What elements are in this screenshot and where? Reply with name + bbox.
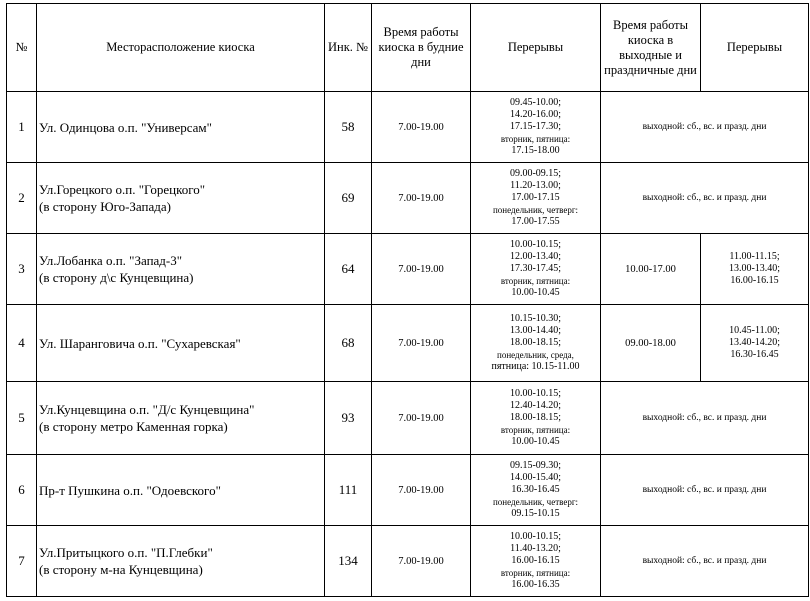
row-num: 3: [7, 234, 37, 305]
row-weekend-note: выходной: сб., вс. и празд. дни: [601, 382, 809, 455]
row-num: 1: [7, 92, 37, 163]
table-row: [7, 455, 809, 526]
header-location: Месторасположение киоска: [37, 4, 325, 92]
header-num: №: [7, 4, 37, 92]
break-extra-line: 10.00-10.45: [511, 436, 560, 447]
row-breaks: [471, 455, 601, 526]
break-line: 14.00-15.40;: [509, 472, 562, 483]
row-location: [37, 305, 325, 382]
row-weekday-hours: 7.00-19.00: [372, 92, 471, 163]
row-inv: 68: [325, 305, 372, 382]
break-extra-line: понедельник, среда,: [497, 350, 574, 360]
header-inv: Инк. №: [325, 4, 372, 92]
row-weekday-hours: 7.00-19.00: [372, 234, 471, 305]
row-weekend-hours: 10.00-17.00: [601, 234, 701, 305]
break-line: 11.40-13.20;: [510, 543, 561, 554]
location-line: Ул. Шаранговича о.п. "Сухаревская": [39, 335, 241, 351]
weekend-break-line: 13.40-14.20;: [728, 337, 781, 348]
row-location: [37, 455, 325, 526]
row-weekend-breaks: [701, 305, 809, 382]
row-weekday-hours: 7.00-19.00: [372, 526, 471, 597]
break-line: 14.20-16.00;: [509, 109, 562, 120]
row-breaks: [471, 234, 601, 305]
table-row: [7, 526, 809, 597]
row-location: [37, 92, 325, 163]
break-extra-line: вторник, пятница:: [500, 425, 571, 435]
row-weekend-breaks: [701, 234, 809, 305]
row-location: [37, 526, 325, 597]
row-inv: 58: [325, 92, 372, 163]
break-line: 09.00-09.15;: [509, 168, 562, 179]
location-line: (в сторону д\с Кунцевщина): [39, 270, 194, 285]
header-row: [7, 4, 809, 92]
header-weekend-hours: Время работы киоска в выходные и праздничные дни: [601, 4, 701, 92]
break-extra-line: пятница: 10.15-11.00: [491, 361, 580, 372]
break-extra-line: понедельник, четверг:: [492, 205, 579, 215]
location-line: Пр-т Пушкина о.п. "Одоевского": [39, 482, 221, 498]
row-breaks: [471, 526, 601, 597]
table-row: [7, 382, 809, 455]
break-extra-line: вторник, пятница:: [500, 134, 571, 144]
row-num: 4: [7, 305, 37, 382]
break-line: 12.40-14.20;: [509, 400, 562, 411]
break-line: 10.15-10.30;: [509, 313, 562, 324]
row-weekday-hours: 7.00-19.00: [372, 382, 471, 455]
weekend-break-line: 16.30-16.45: [730, 349, 779, 360]
row-num: 6: [7, 455, 37, 526]
row-breaks: [471, 163, 601, 234]
weekend-break-line: 13.00-13.40;: [728, 263, 781, 274]
break-line: 13.00-14.40;: [509, 325, 562, 336]
location-line: Ул.Притыцкого о.п. "П.Глебки": [39, 545, 213, 560]
weekend-break-line: 11.00-11.15;: [729, 251, 780, 262]
location-line: (в сторону метро Каменная горка): [39, 419, 228, 434]
break-extra-line: 16.00-16.35: [511, 579, 560, 590]
break-line: 16.30-16.45: [511, 484, 560, 495]
break-line: 09.15-09.30;: [509, 460, 562, 471]
kiosk-schedule-table: [6, 3, 809, 597]
row-inv: 69: [325, 163, 372, 234]
row-breaks: [471, 382, 601, 455]
break-line: 11.20-13.00;: [510, 180, 561, 191]
break-line: 18.00-18.15;: [509, 337, 562, 348]
header-weekend-breaks: Перерывы: [701, 4, 809, 92]
row-location: [37, 382, 325, 455]
break-line: 09.45-10.00;: [509, 97, 562, 108]
location-line: Ул. Одинцова о.п. "Универсам": [39, 119, 212, 135]
location-line: (в сторону Юго-Запада): [39, 199, 171, 214]
break-line: 16.00-16.15: [511, 555, 560, 566]
break-extra-line: 10.00-10.45: [511, 287, 560, 298]
break-line: 12.00-13.40;: [509, 251, 562, 262]
row-weekend-note: выходной: сб., вс. и празд. дни: [601, 163, 809, 234]
row-weekday-hours: 7.00-19.00: [372, 305, 471, 382]
break-line: 10.00-10.15;: [509, 239, 562, 250]
row-weekend-hours: 09.00-18.00: [601, 305, 701, 382]
break-line: 17.15-17.30;: [509, 121, 562, 132]
break-extra-line: вторник, пятница:: [500, 276, 571, 286]
break-extra-line: 09.15-10.15: [511, 508, 560, 519]
break-extra-line: 17.00-17.55: [511, 216, 560, 227]
row-weekend-note: выходной: сб., вс. и празд. дни: [601, 455, 809, 526]
location-line: (в сторону м-на Кунцевщина): [39, 562, 203, 577]
row-breaks: [471, 92, 601, 163]
row-weekend-note: выходной: сб., вс. и празд. дни: [601, 92, 809, 163]
row-num: 2: [7, 163, 37, 234]
break-line: 10.00-10.15;: [509, 388, 562, 399]
row-inv: 64: [325, 234, 372, 305]
row-weekend-note: выходной: сб., вс. и празд. дни: [601, 526, 809, 597]
table-row: [7, 234, 809, 305]
header-weekday-hours: Время работы киоска в будние дни: [372, 4, 471, 92]
break-line: 18.00-18.15;: [509, 412, 562, 423]
location-line: Ул.Горецкого о.п. "Горецкого": [39, 182, 206, 197]
row-inv: 111: [325, 455, 372, 526]
row-num: 7: [7, 526, 37, 597]
table-row: [7, 92, 809, 163]
row-inv: 134: [325, 526, 372, 597]
weekend-break-line: 16.00-16.15: [730, 275, 779, 286]
row-weekday-hours: 7.00-19.00: [372, 163, 471, 234]
break-extra-line: вторник, пятница:: [500, 568, 571, 578]
table-row: [7, 163, 809, 234]
location-line: Ул.Лобанка о.п. "Запад-3": [39, 253, 183, 268]
row-location: [37, 163, 325, 234]
break-extra-line: 17.15-18.00: [511, 145, 560, 156]
location-line: Ул.Кунцевщина о.п. "Д/с Кунцевщина": [39, 402, 255, 417]
break-line: 17.00-17.15: [511, 192, 560, 203]
break-line: 17.30-17.45;: [509, 263, 562, 274]
row-breaks: [471, 305, 601, 382]
weekend-break-line: 10.45-11.00;: [729, 325, 780, 336]
table-row: [7, 305, 809, 382]
row-num: 5: [7, 382, 37, 455]
row-inv: 93: [325, 382, 372, 455]
header-breaks: Перерывы: [471, 4, 601, 92]
break-line: 10.00-10.15;: [509, 531, 562, 542]
row-location: [37, 234, 325, 305]
row-weekday-hours: 7.00-19.00: [372, 455, 471, 526]
break-extra-line: понедельник, четверг:: [492, 497, 579, 507]
